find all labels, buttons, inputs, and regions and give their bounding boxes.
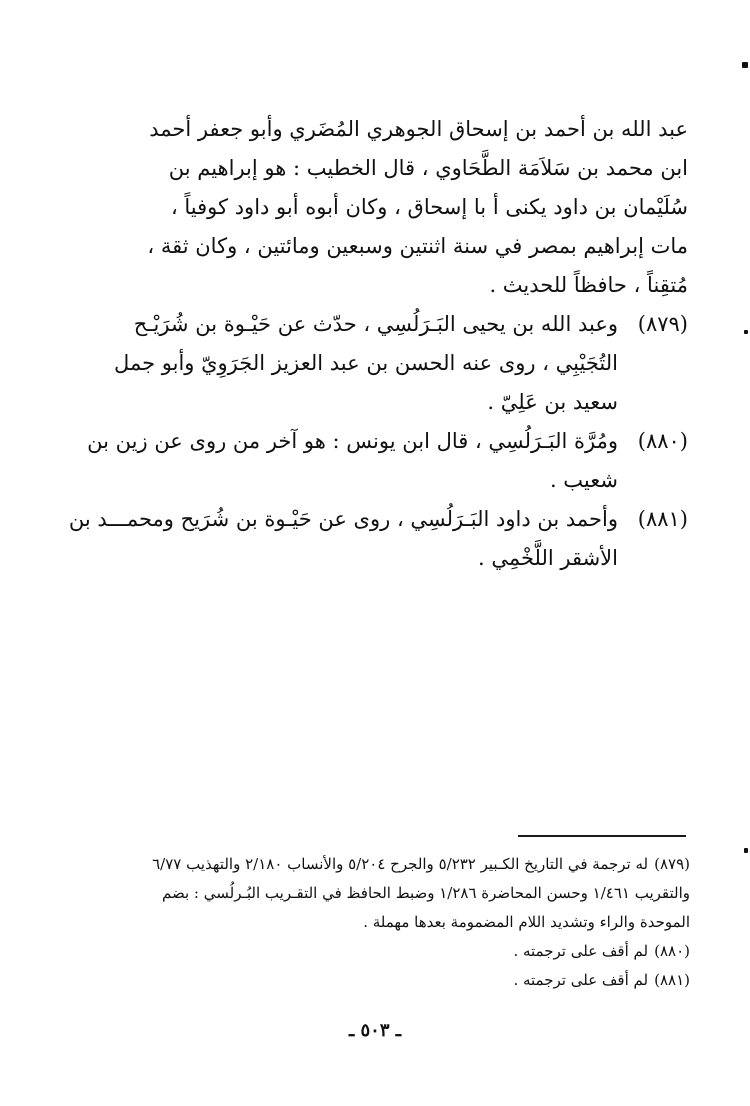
entry-881: [68, 500, 688, 578]
footnote-879: [118, 850, 690, 937]
footnote-line: [118, 937, 690, 966]
text-line: ومُرَّة البَـرَلُسِي ، قال ابن يونس : هو آخر من روى عن زين بن: [87, 429, 618, 453]
text-line: الأشقر اللَّخْمِي .: [477, 546, 618, 570]
text-line: سُلَيْمان بن داود يكنى أ با إسحاق ، وكان أبوه أبو داود كوفياً ،: [170, 195, 688, 219]
footnote-divider: [518, 835, 686, 837]
text-line: شعيب .: [549, 468, 618, 492]
footnotes: [118, 850, 690, 995]
paragraph-continuation: [128, 110, 688, 305]
footnote-number: (٨٧٩): [654, 855, 690, 873]
footnote-line: والتقريب ١/٤٦١ وحسن المحاضرة ١/٢٨٦ وضبط الحافظ في التقـريب البُـرلُسي : بضم: [162, 884, 690, 902]
text-line: وأحمد بن داود البَـرَلُسِي ، روى عن حَيْـوة بن شُرَيح ومحمـــد بن: [68, 507, 618, 531]
entry-number: (٨٨١): [637, 507, 688, 531]
footnote-text: لم أقف على ترجمته .: [513, 971, 649, 989]
main-text: [68, 110, 688, 578]
entry-880: [87, 422, 688, 500]
text-line: ابن محمد بن سَلاَمَة الطَّحَاوي ، قال الخطيب : هو إبراهيم بن: [168, 156, 688, 180]
scan-edge-mark: [744, 848, 748, 853]
footnote-line: الموحدة والراء وتشديد اللام المضمومة بعدها مهملة .: [363, 913, 690, 931]
footnote-881: [118, 966, 690, 995]
entry-number: (٨٧٩): [637, 312, 688, 336]
text-line: عبد الله بن أحمد بن إسحاق الجوهري المُضَري وأبو جعفر أحمد: [149, 117, 688, 141]
text-line: مات إبراهيم بمصر في سنة اثنتين وسبعين ومائتين ، وكان ثقة ،: [147, 234, 688, 258]
footnote-line: [118, 850, 690, 879]
text-line: وعبد الله بن يحيى البَـرَلُسِي ، حدّث عن حَيْـوة بن شُرَيْـح: [133, 312, 618, 336]
footnote-text: له ترجمة في التاريخ الكـبير ٥/٢٣٢ والجرح ٥/٢٠٤ والأنساب ٢/١٨٠ والتهذيب ٦/٧٧: [152, 855, 649, 873]
entry-number: (٨٨٠): [637, 429, 688, 453]
text-line: مُتقِناً ، حافظاً للحديث .: [489, 273, 688, 297]
scan-edge-mark: [742, 62, 748, 68]
footnote-text: لم أقف على ترجمته .: [513, 942, 649, 960]
footnote-number: (٨٨١): [654, 971, 690, 989]
entry-879: [114, 305, 688, 422]
text-line: التُجَيْبِي ، روى عنه الحسن بن عبد العزيز الجَرَوِيّ وأبو جمل: [114, 351, 618, 375]
text-line: سعيد بن عَلِيّ .: [487, 390, 618, 414]
page-number: ـ ٥٠٣ ـ: [348, 1020, 402, 1041]
footnote-880: [118, 937, 690, 966]
scan-edge-mark: [744, 330, 748, 334]
footnote-number: (٨٨٠): [654, 942, 690, 960]
footnote-line: [118, 966, 690, 995]
